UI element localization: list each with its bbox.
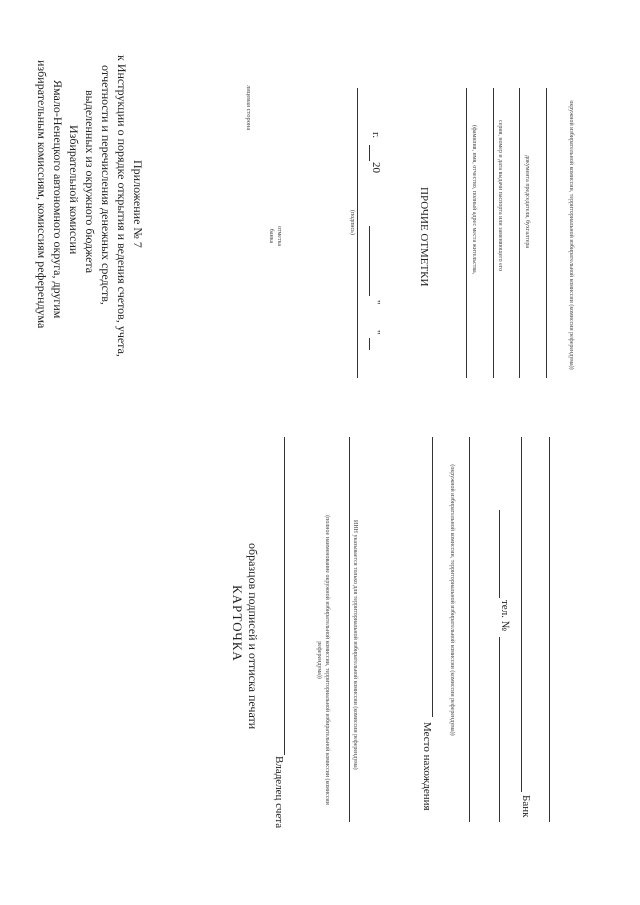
extra-line: [549, 437, 550, 822]
document-line: [519, 88, 520, 378]
owner-line: [284, 437, 285, 755]
caption-passport: серия, номер и дата выдачи паспорта или заменяющего его: [497, 120, 503, 272]
location-line: [432, 437, 433, 717]
bank-label: Банк: [520, 795, 532, 818]
owner-label: Владелец счета: [273, 756, 285, 829]
location-caption: (окружной избирательной комиссии, территориальной избирательной комиссии (комиссии референдума)): [449, 464, 455, 736]
bank-line: [521, 437, 522, 792]
card-title: КАРТОЧКА: [230, 585, 245, 662]
inn-caption: ИНН указывается только для территориальной избирательной комиссии (комиссии референдума): [352, 520, 358, 770]
appendix-number: Приложение № 7: [131, 160, 145, 248]
month-line: [369, 226, 370, 296]
inn-line: [349, 437, 350, 822]
header-line-4: Избирательной комиссии: [67, 125, 81, 255]
location-label: Место нахождения: [421, 722, 433, 811]
year-suffix: г.: [370, 132, 382, 139]
header-line-5: Ямало-Ненецкого автономного округа, другим: [51, 80, 65, 319]
signature-caption: (подпись): [349, 210, 355, 235]
phone-label: тел. №: [499, 600, 511, 632]
caption-name: (фамилия, имя, отчество, полный адрес места жительства,: [471, 125, 477, 275]
quote-open: ": [370, 330, 382, 335]
owner-caption: (полное наименование окружной избирательной комиссии, территориальной избирательной комиссии (комиссии референдума)): [316, 515, 330, 805]
year-prefix: 20: [370, 162, 382, 173]
signature-line: [357, 88, 358, 378]
phone-line-right: [499, 510, 500, 598]
address-line: [469, 437, 470, 822]
quote-close: ": [370, 300, 382, 305]
name-line: [466, 88, 467, 378]
header-line-2: отчетности и перечисления денежных средств,: [99, 65, 113, 305]
other-marks-title: ПРОЧИЕ ОТМЕТКИ: [418, 187, 430, 287]
phone-line-left: [499, 637, 500, 822]
day-line: [369, 338, 370, 350]
caption-document: документа председателя, бухгалтера: [524, 155, 530, 249]
header-line-6: избирательным комиссиям, комиссиям референдума: [35, 60, 49, 329]
header-line-3: выделенных из окружного бюджета: [83, 90, 97, 274]
passport-line: [493, 88, 494, 378]
face-side-label: лицевая сторона: [245, 85, 252, 131]
year-line: [369, 145, 370, 161]
commission-line: [546, 88, 547, 378]
card-subtitle: образцов подписей и оттиска печати: [246, 543, 260, 730]
bank-mark-label: отметка банка: [268, 225, 282, 247]
caption-commission: окружной избирательной комиссии, территориальной избирательной комиссии (комиссии референдума)): [568, 100, 574, 370]
header-line-1: к Инструкции о порядке открытия и ведения счетов, учета,: [115, 55, 129, 357]
